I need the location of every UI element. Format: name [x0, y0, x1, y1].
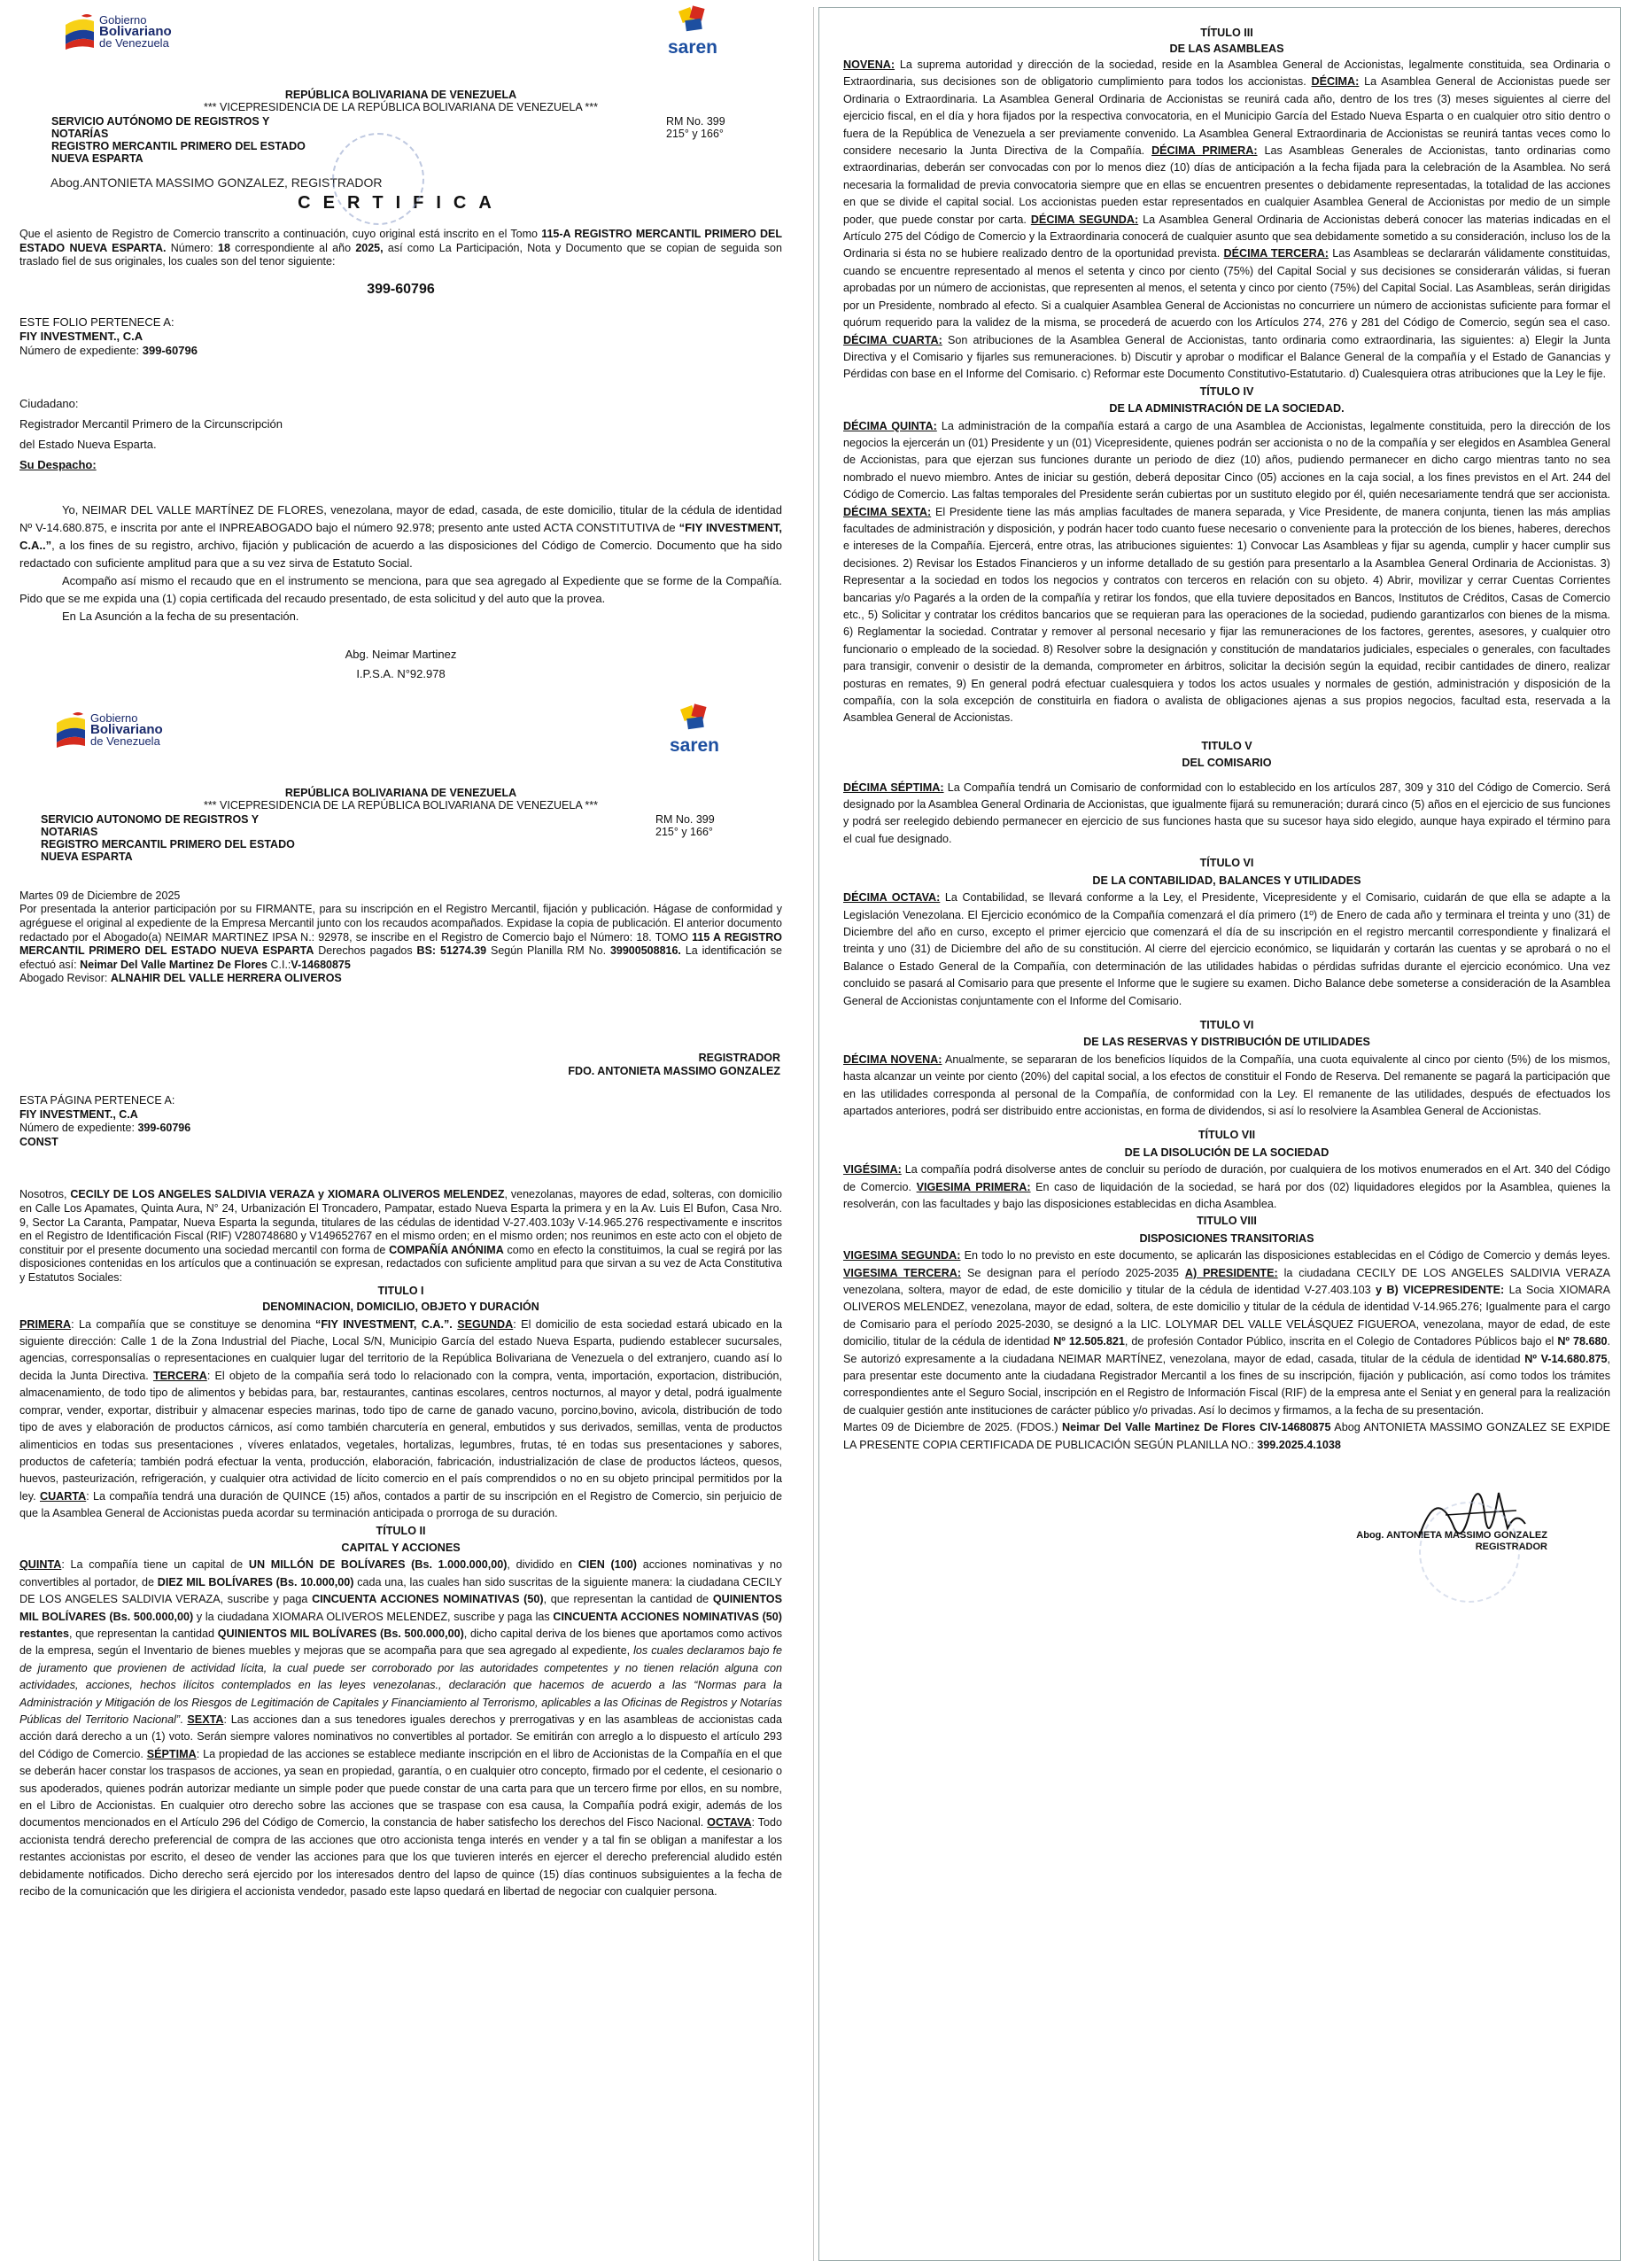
registrar-title: REGISTRADOR — [1475, 1542, 1547, 1553]
titulo-8-name: DISPOSICIONES TRANSITORIAS — [1139, 1231, 1314, 1245]
right-page-frame — [818, 7, 1621, 2261]
registrar-block: REGISTRADOR FDO. ANTONIETA MASSIMO GONZALEZ — [568, 1051, 780, 1077]
vice-presidency-2: *** VICEPRESIDENCIA DE LA REPÚBLICA BOLIVARIANA DE VENEZUELA *** — [203, 798, 599, 812]
titulo-6b-name: DE LAS RESERVAS Y DISTRIBUCIÓN DE UTILIDADES — [1083, 1036, 1370, 1049]
registry-seal-icon — [332, 133, 424, 225]
folio-info: ESTE FOLIO PERTENECE A: FIY INVESTMENT., C.A Número de expediente: 399-60796 — [19, 315, 198, 357]
years: 215° y 166° — [666, 128, 724, 140]
republic-title-2: REPÚBLICA BOLIVARIANA DE VENEZUELA — [284, 786, 517, 799]
lawyer-signature: Abg. Neimar Martinez I.P.S.A. N°92.978 — [345, 647, 457, 680]
titulo-6b: TITULO VI — [1199, 1018, 1254, 1031]
titulo-7-name: DE LA DISOLUCIÓN DE LA SOCIEDAD — [1124, 1146, 1330, 1159]
saren-logo-2: saren — [659, 702, 730, 757]
titulo-6: TÍTULO VI — [1199, 857, 1254, 870]
titulo-5: TITULO V — [1201, 739, 1252, 752]
certifica-heading: CERTIFICA — [298, 193, 504, 213]
titulo-1: TITULO I — [377, 1285, 424, 1298]
titulo-2-name: CAPITAL Y ACCIONES — [341, 1541, 461, 1554]
titulo-3-name: DE LAS ASAMBLEAS — [1169, 43, 1284, 55]
titulo-8: TITULO VIII — [1197, 1215, 1257, 1228]
rm-number: RM No. 399 — [666, 115, 725, 128]
letter-body: Yo, NEIMAR DEL VALLE MARTÍNEZ DE FLORES, venezolana, mayor de edad, casada, de este domicilio, titular de la cédula de identidad Nº V-14.680.875, e inscrita por ante el INPREABOGADO bajo el número 92.978; presento ante usted ACTA CONSTITUTIVA de “FIY INVESTMENT, C.A..”, a los fines de su registro, archivo, fijación y publicación de acuerdo a las disposiciones del Código de Comercio. Documento que ha sido redactado con suficiente amplitud para que a su vez sirva de Estatuto Social. Acompaño así mismo el recaudo que en el instrumento se menciona, para que sea agregado al Expediente que se forme de la Compañía. Pido que se me expida una (1) copia certificada del recaudo presentado, de esta solicitud y del auto que la provea. En La Asunción a la fecha de su presentación. — [19, 502, 782, 623]
header-logos: Gobierno Bolivariano de Venezuela saren — [19, 0, 782, 62]
titulo-5-name: DEL COMISARIO — [1182, 757, 1272, 770]
registrar-name: Abog. ANTONIETA MASSIMO GONZALEZ — [1356, 1530, 1547, 1542]
titulo-7: TÍTULO VII — [1198, 1129, 1256, 1142]
republic-title: REPÚBLICA BOLIVARIANA DE VENEZUELA — [284, 89, 517, 101]
folio-number: 399-60796 — [367, 281, 435, 297]
registry-header-2: SERVICIO AUTONOMO DE REGISTROS Y NOTARIAS REGISTRO MERCANTIL PRIMERO DEL ESTADO NUEVA ESPARTA RM No. 399 215° y 166° — [41, 812, 715, 863]
venezuela-flag-icon — [55, 711, 87, 748]
titulo-4-name: DE LA ADMINISTRACIÓN DE LA SOCIEDAD. — [1109, 402, 1345, 416]
acta-constitutiva: Nosotros, CECILY DE LOS ANGELES SALDIVIA VERAZA y XIOMARA OLIVEROS MELENDEZ, venezolanas, mayores de edad, solteras, con domicilio en Calle Los Apamates, Quinta Aura, N° 24, Urbanización El Troncadero, Pampatar, estado Nueva Esparta la primera y en la Av. Luis El Bufon, Casa Nro. 9, Sector La Caranta, Pampatar, Nueva Esparta la segunda, titulares de las cédulas de identidad V-27.403.103y V-14.965.276 respectivamente e inscritos en el Registro de Identificación Fiscal (RIF) V280748680 y V149652767 en el mismo orden; en el mismo orden; nos reunimos en este acto con el objeto de constituir por el presente documento una sociedad mercantil con forma de COMPAÑÍA ANÓNIMA como en efecto la constituimos, la cual se regirá por las disposiciones contenidas en los artículos que a continuación se expresan, redactados con suficiente amplitud para que sirvan a su vez de Acta Constitutiva y Estatutos Sociales: TITULO I DENOMINACION, DOMICILIO, OBJETO Y DURACIÓN PRIMERA: La compañía que se constituye se denomina “FIY INVESTMENT, C.A.”. SEGUNDA: El domicilio de esta sociedad estará ubicado en la siguiente dirección: Calle 1 de la Zona Industrial del Piache, Local S/N, Municipio García del estado Nueva Esparta, pudiendo establecer sucursales, agencias, corresponsalías o representaciones en cualquier lugar del territorio de la República Bolivariana de Venezuela o del extranjero, cuando así lo decida la Junta Directiva. TERCERA: El objeto de la compañía será todo lo relacionado con la compra, venta, importación, exportacion, distribución, almacenamiento, de todo tipo de alimentos y bebidas para, bar, restaurantes, cantinas escolares, centros nocturnos, al mayor y detal, podrá igualmente comprar, vender, exportar, distribuir y almacenar especies marinas, todo tipo de carne de ganado vacuno, porcino,bovino, avicola, distribución de todo tipo de aves y elaboración de productos cárnicos, así como también charcutería en general, embutidos y sus derivados, semillas, venta de productos alimenticios en todas sus presentaciones , víveres enlatados, vegetales, hortalizas, legumbres, frutas, té en todas sus presentaciones y sabores, productos de cafetería; también podrá efectuar la venta, producción, elaboración, fabricación, industrialización de clase de productos lácteos, quesos, huevos, pasteurización, refrigeración, y cualquier otra actividad de lícito comercio en el país comprendidos o no en su objeto principal permitidos por la ley. CUARTA: La compañía tendrá una duración de QUINCE (15) años, contados a partir de su inscripción en el Registro de Comercio, sin perjuicio de que la Asamblea General de Accionistas pueda acordar su terminación anticipada o prorroga de su duración. TÍTULO II CAPITAL Y ACCIONES QUINTA: La compañía tiene un capital de UN MILLÓN DE BOLÍVARES (Bs. 1.000.000,00), dividido en CIEN (100) acciones nominativas y no convertibles al portador, de DIEZ MIL BOLÍVARES (Bs. 10.000,00) cada una, las cuales han sido suscritas de la siguiente manera: la ciudadana CECILY DE LOS ANGELES SALDIVIA VERAZA, suscribe y paga CINCUENTA ACCIONES NOMINATIVAS (50), que representan la cantidad de QUINIENTOS MIL BOLÍVARES (Bs. 500.000,00) y la ciudadana XIOMARA OLIVEROS MELENDEZ, suscribe y paga las CINCUENTA ACCIONES NOMINATIVAS (50) restantes, que representan la cantidad QUINIENTOS MIL BOLÍVARES (Bs. 500.000,00), dicho capital deriva de los bienes que aportamos como activos de la empresa, según el Inventario de bienes muebles y mejoras que se acompaña para que sea agregado al expediente, los cuales declaramos bajo fe de juramento que provienen de actividad lícita, la cual puede ser corroborado por las autoridades competentes y no tienen relación alguna con actividades, acciones, hechos ilícitos contemplados en las leyes venezolanas., declaración que hacemos de acuerdo a las “Normas para la Administración y Mitigación de los Riesgos de Legitimación de Capitales y Financiamiento al Terrorismo, aplicables a las Oficinas de Registros y Notarías Públicas del Territorio Nacional”. SEXTA: Las acciones dan a sus tenedores iguales derechos y prerrogativas y en las asambleas de accionistas cada acción dará derecho a un (1) voto. Serán siempre valores nominativos no convertibles al portador. Se emitirán con arreglo a lo dispuesto el artículo 293 del Código de Comercio. SÉPTIMA: La propiedad de las acciones se establece mediante inscripción en el libro de Accionistas de la Compañía en el que se deberán hacer constar los traspasos de acciones, ya sean en propiedad, garantía, o en cualquier otro concepto, firmado por el cedente, el cesionario o sus apoderados, quienes podrán autorizar mediante un simple poder que puede constar de una carta para que un tercero firme por ellos, en su nombre, en el Libro de Accionistas. En cualquier otro derecho sobre las acciones que se traspase con esa causa, la Compañía podrá exigir, además de los documentos mencionados en el Artículo 296 del Código de Comercio, la constancia de haber satisfecho los derechos del Fisco Nacional. OCTAVA: Todo accionista tendrá derecho preferencial de compra de las acciones que otro accionista tenga interés en vender y a tal fin se obligan a manifestar a los restantes accionistas por escrito, el deseo de vender las acciones para que los que tuvieren interés en ejercer el derecho preferencial aludido estén debidamente notificados. Dicho derecho será ejercido por los interesados dentro del lapso de quince (15) días continuos subsiguientes a la fecha de recibo de la comunicación que les dirigiera el accionista vendedor, pasado este lapso quedará en libertad de negociar con cualquier persona. — [19, 1188, 783, 1899]
registration-auto: Martes 09 de Diciembre de 2025 Por presentada la anterior participación por su FIRMANTE, para su inscripción en el Registro Mercantil, fijación y publicación. Hágase de conformidad y agréguese el original al expediente de la Empresa Mercantil junto con los recaudos acompañados. Expidase la copia de publicación. El anterior documento redactado por el Abogado(a) NEIMAR MARTINEZ IPSA N.: 92978, se inscribe en el Registro de Comercio bajo el Número: 18. TOMO 115 A REGISTRO MERCANTIL PRIMERO DEL ESTADO NUEVA ESPARTA Derechos pagados BS: 51274.39 Según Planilla RM No. 39900508816. La identificación se efectuó así: Neimar Del Valle Martinez De Flores C.I.:V-14680875 Abogado Revisor: ALNAHIR DEL VALLE HERRERA OLIVEROS — [19, 889, 782, 985]
titulo-2: TÍTULO II — [376, 1524, 426, 1537]
letter-address: Ciudadano: Registrador Mercantil Primero de la Circunscripción del Estado Nueva Esparta. Su Despacho: — [19, 396, 283, 471]
registrar-signature-line: Abog.ANTONIETA MASSIMO GONZALEZ, REGISTRADOR — [50, 175, 383, 190]
vice-presidency: *** VICEPRESIDENCIA DE LA REPÚBLICA BOLIVARIANA DE VENEZUELA *** — [203, 101, 599, 113]
certification-text: Que el asiento de Registro de Comercio transcrito a continuación, cuyo original está inscrito en el Tomo 115-A REGISTRO MERCANTIL PRIMERO DEL ESTADO NUEVA ESPARTA. Número: 18 correspondiente al año 2025, así como La Participación, Nota y Documento que se copian de seguida son traslado fiel de sus originales, los cuales son del tenor siguiente: — [19, 228, 782, 268]
registry-name: REGISTRO MERCANTIL PRIMERO DEL ESTADO NUEVA ESPARTA — [51, 140, 306, 165]
page-info: ESTA PÁGINA PERTENECE A: FIY INVESTMENT., C.A Número de expediente: 399-60796 CONST — [19, 1093, 191, 1148]
column-divider — [813, 7, 814, 2261]
office-name: SERVICIO AUTÓNOMO DE REGISTROS Y NOTARÍAS — [51, 115, 270, 140]
venezuela-flag-icon — [64, 12, 96, 50]
saren-mark-icon — [657, 4, 728, 37]
titulo-1-name: DENOMINACION, DOMICILIO, OBJETO Y DURACIÓN — [262, 1301, 539, 1314]
titulo-4: TÍTULO IV — [1199, 384, 1254, 398]
header-logos-2: Gobierno Bolivariano de Venezuela saren — [19, 698, 782, 760]
right-column: TÍTULO III DE LAS ASAMBLEAS NOVENA: La suprema autoridad y dirección de la sociedad, reside en la Asamblea General de Accionistas, legalmente constituida, sea Ordinaria o Extraordinaria, sus decisiones son de obligatorio cumplimiento para todos los accionistas. DÉCIMA: La Asamblea General de Accionistas puede ser Ordinaria o Extraordinaria. La Asamblea General Ordinaria de Accionistas se reunirá cada año, dentro de los tres (3) meses siguientes al cierre del ejercicio fiscal, en el día y hora fijados por la respectiva convocatoria, en el Municipio García del Estado Nueva Esparta o en cualquier otro sitio dentro o fuera de la República de Venezuela a ser previamente convenido. La Asamblea General Extraordinaria de Accionistas se reunirá tantas veces como lo considere necesario la Junta Directiva de la Compañía. DÉCIMA PRIMERA: Las Asambleas Generales de Accionistas, tanto ordinarias como extraordinarias, deberán ser convocadas con por lo menos diez (10) días de anticipación a la fecha fijada para la celebración de la Asamblea. No será necesaria la formalidad de previa convocatoria siempre que en ellas se encuentren presentes o debidamente representadas, la totalidad de las acciones en que se divide el capital social. Los accionistas pueden estar representados en cualquier Asamblea General de Accionistas por medio de un simple poder, que puede constar por carta. DÉCIMA SEGUNDA: La Asamblea General Ordinaria de Accionistas deberá conocer las materias indicadas en el Artículo 275 del Código de Comercio y la Extraordinaria conocerá de cualquier asunto que sea debidamente sometido a su consideración, incluso los de la Ordinaria si ésta no se hubiere realizado dentro de la oportunidad prevista. DÉCIMA TERCERA: Las Asambleas se declararán válidamente constituidas, cuando se encuentre representado al menos el setenta y cinco por ciento (75%) del Capital Social y sus decisiones se considerarán válidas, si fueran aprobadas por un número de accionistas, que representen al menos, el setenta y cinco por ciento (75%) del Capital Social. Las Asambleas, serán dirigidas por un Presidente, nombrado al efecto. Si a cualquier Asamblea General de Accionistas no concurriere un número de accionistas suficiente para formar el quórum requerido para la validez de la misma, se procederá de acuerdo con los Artículos 274, 276 y 281 del Código de Comercio, según sea el caso. DÉCIMA CUARTA: Son atribuciones de la Asamblea General de Accionistas, tanto ordinaria como extraordinaria, las siguientes: a) Elegir la Junta Directiva y el Comisario y fijarles sus remuneraciones. b) Discutir y aprobar o modificar el Balance General de la compañía y el Estado de Ganancias y Pérdidas con base en el Informe del Comisario. c) Reformar este Documento Constitutivo-Estatutario. d) Cualesquiera otras atribuciones que la Ley le fije. TÍTULO IV DE LA ADMINISTRACIÓN DE LA SOCIEDAD. DÉCIMA QUINTA: La administración de la compañía estará a cargo de una Asamblea de Accionistas, legalmente constituida, pero la dirección de los negocios la ejercerán un (01) Presidente y un (01) Vicepresidente, quienes podrán ser accionista o no de la compañía y ser elegidos en Asamblea General de Accionistas, para que ejerzan sus funciones durante un periodo de diez (10) años, pudiendo permanecer en dicho cargo mientras tanto no sea nombrado el nuevo miembro. Antes de iniciar su gestión, deberá depositar Cinco (05) acciones en la caja social, a los fines previstos en el Art. 244 del Código de Comercio. Las faltas temporales del Presidente serán cubiertas por un sustituto elegido por él, quién necesariamente tendrá que ser accionista. DÉCIMA SEXTA: El Presidente tiene las más amplias facultades de manera separada, y Vice Presidente, de manera conjunta, tienen las más amplias facultades de administración y disposición, y podrán hacer todo cuanto fuese necesario o conveniente para la protección de los bienes, haberes, derechos e intereses de la Compañía. Ejercerá, entre otras, las atribuciones siguientes: 1) Convocar Las Asambleas y fijar su agenda, cumplir y hacer cumplir sus decisiones. 2) Revisar los Estados Financieros y un informe detallado de su gestión para presentarlo a la Asamblea General Ordinaria de Accionistas. 3) Representar a la sociedad en todos los negocios y contratos con terceros en relación con su objeto. 4) Abrir, movilizar y cerrar Cuentas Corrientes bancarias y/o Pagarés a la orden de la compañía y retirar los fondos, que ella tuviere depositados en Bancos, Institutos de Créditos, Casas de Comercio etc., 5) Solicitar y contratar los créditos bancarios que se requieran para las operaciones de la sociedad, pudiendo garantizarlos con bienes de la misma. 6) Reglamentar la sociedad. Contratar y remover al personal necesario y fijar las remuneraciones de los factores, gerentes, asesores, y cualquier otro funcionario o empleado de la sociedad. 8) Resolver sobre la designación y constitución de mandatarios judiciales, especiales o generales, con facultades para transigir, convenir o desistir de la demanda, comprometer en árbitros, solicitar la decisión según la equidad, recibir cantidades de dinero, realizar posturas en remates, 9) En general podrá efectuar cualesquiera y todos los actos usuales y normales de gestión, administración y disposición de la compañía, con la sola excepción de constituirla en fiadora o avalista de obligaciones ajenas a sus propios negocios, facultad esta, reservada a la Asamblea General de Accionistas. TITULO V DEL COMISARIO DÉCIMA SÉPTIMA: La Compañía tendrá un Comisario de conformidad con lo establecido en los artículos 287, 309 y 310 del Código de Comercio. Será designado por la Asamblea General Ordinaria de Accionistas, que igualmente fijará su remuneración; durará cinco (5) años en el ejercicio de sus funciones y podrá ser reelegido debiendo permanecer en ejercicio de sus funciones hasta que su sucesor haya sido elegido, aunque haya expirado el término para el cual fue designado. TÍTULO VI DE LA CONTABILIDAD, BALANCES Y UTILIDADES DÉCIMA OCTAVA: La Contabilidad, se llevará conforme a la Ley, el Presidente, Vicepresidente y el Comisario, cuidarán de que ella se adapte a la Legislación Venezolana. El Ejercicio económico de la Compañía comenzará el día primero (1º) de Enero de cada año y terminara el treinta y uno (31) de Diciembre del año en curso, excepto el primer ejercicio que comenzará el día de su inscripción en el registro mercantil correspondiente y finalizará el treinta y uno (31) de Diciembre del año de su constitución. Al cierre del ejercicio económico, se liquidarán y cortarán las cuentas y se aprobará o no el Balance o Estado General de la Compañía, con determinación de las utilidades habidas o pérdidas sufridas durante el ejercicio económico. Una vez concluido se pasará al Comisario para que presente el Informe que le sugiere su examen. Dicho Balance debe someterse a consideración de la Asamblea General de Accionistas conjuntamente con el Informe del Comisario. TITULO VI DE LAS RESERVAS Y DISTRIBUCIÓN DE UTILIDADES DÉCIMA NOVENA: Anualmente, se separaran de los beneficios líquidos de la Compañía, una cuota equivalente al cinco por ciento (5%) de los mismos, hasta alcanzar un veinte por ciento (20%) del capital social, a los efectos de constituir el Fondo de Reserva. Del remanente se pagará la participación que en las utilidades corresponda al personal de la Compañía, de conformidad con la Ley. El remanente de las utilidades, después de efectuados los apartados anteriores, podrá ser distribuido entre accionistas, en forma de dividendos, si así lo resolviere la Asamblea General de Accionistas. TÍTULO VII DE LA DISOLUCIÓN DE LA SOCIEDAD VIGÉSIMA: La compañía podrá disolverse antes de concluir su período de duración, por cualquiera de los motivos enumerados en el Art. 340 del Código de Comercio. VIGESIMA PRIMERA: En caso de liquidación de la sociedad, se hará por dos (02) liquidadores elegidos por la Asamblea, quienes la resolverán, con las facultades y bajo las disposiciones establecidas en dicha Asamblea. TITULO VIII DISPOSICIONES TRANSITORIAS VIGESIMA SEGUNDA: En todo lo no previsto en este documento, se aplicarán las disposiciones establecidas en el Código de Comercio y demás leyes. VIGESIMA TERCERA: Se designan para el período 2025-2035 A) PRESIDENTE: la ciudadana CECILY DE LOS ANGELES SALDIVIA VERAZA venezolana, soltera, mayor de edad, de este domicilio y titular de la cédula de identidad V-27.403.103 y B) VICEPRESIDENTE: La Socia XIOMARA OLIVEROS MELENDEZ, venezolana, mayor de edad, soltera, de este domicilio y titular de la cédula de identidad V-14.965.276; Igualmente para el cargo de Comisario para el período 2025-2030, se designó a la LIC. LOLYMAR DEL VALLE VELÁSQUEZ FIGUEROA, venezolana, mayor de edad, de este domicilio, titular de la cédula de identidad Nº 12.505.821, de profesión Contador Público, inscrita en el Colegio de Contadores Públicos bajo el Nº 78.680. Se autorizó expresamente a la ciudadana NEIMAR MARTÍNEZ, venezolana, mayor de edad, casada, titular de la cédula de identidad Nº V-14.680.875, para presentar este documento ante la ciudadana Registrador Mercantil a los fines de su inscripción, fijación y publicación, así como todos los trámites correspondientes ante el Seguro Social, inscripción en el Registro de Información Fiscal (RIF) de la empresa ante el Seniat y en general para la realización de cualquier gestión ante instituciones de carácter público y/o privadas. Así lo decimos y firmamos, a la fecha de su presentación. Martes 09 de Diciembre de 2025. (FDOS.) Neimar Del Valle Martinez De Flores CIV-14680875 Abog ANTONIETA MASSIMO GONZALEZ SE EXPIDE LA PRESENTE COPIA CERTIFICADA DE PUBLICACIÓN SEGÚN PLANILLA NO.: 399.2025.4.1038 Abog. ANTONIETA MASSIMO GONZALEZ REGISTRADOR — [826, 0, 1628, 2268]
titulo-3: TÍTULO III — [1200, 27, 1253, 39]
titulo-6-name: DE LA CONTABILIDAD, BALANCES Y UTILIDADES — [1092, 874, 1361, 887]
left-column — [0, 0, 802, 2268]
saren-mark-icon — [659, 702, 730, 735]
saren-logo: saren — [657, 4, 728, 58]
